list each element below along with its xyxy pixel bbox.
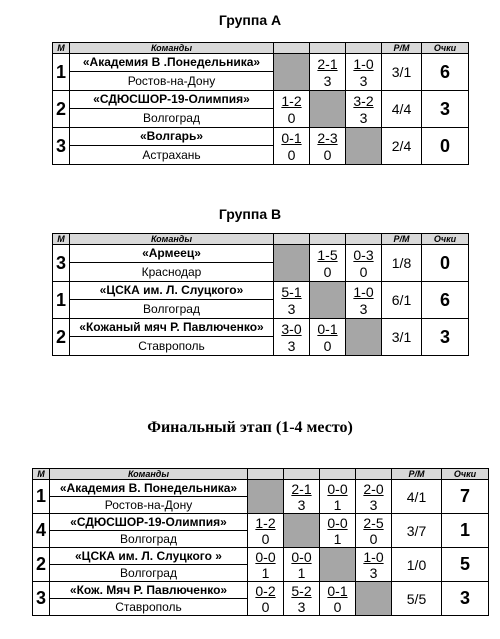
match-points: 0 [261, 530, 270, 547]
match-points: 1 [333, 496, 342, 513]
team-cell [70, 245, 274, 282]
self-match-cell [310, 282, 346, 319]
header-place: М [53, 43, 70, 54]
match-cell [310, 128, 346, 165]
match-points: 3 [287, 337, 296, 354]
header-place: М [53, 234, 70, 245]
header-match-col [310, 43, 346, 54]
team-row [53, 54, 469, 91]
group-b-title: Группа В [218, 206, 282, 222]
header-rm: Р/М [382, 43, 422, 54]
match-cell [248, 582, 284, 616]
header-match-col [356, 469, 392, 480]
self-match-cell [346, 319, 382, 356]
match-score: 5-1 [281, 283, 302, 300]
group-a-header-row [53, 43, 469, 54]
place-cell: 3 [53, 128, 70, 165]
match-cell [310, 54, 346, 91]
points-total: 5 [442, 548, 489, 582]
team-name: «Волгарь» [70, 128, 273, 146]
team-cell [50, 514, 248, 548]
match-score: 0-1 [317, 320, 338, 337]
points-total: 1 [442, 514, 489, 548]
place-cell: 4 [33, 514, 50, 548]
match-points: 0 [369, 530, 378, 547]
header-points: Очки [422, 234, 469, 245]
match-score: 1-2 [281, 92, 302, 109]
team-cell [70, 282, 274, 319]
team-cell [70, 128, 274, 165]
final-title: Финальный этап (1-4 место) [147, 419, 353, 436]
goal-ratio: 3/7 [392, 514, 442, 548]
place-cell: 2 [33, 548, 50, 582]
match-cell [356, 548, 392, 582]
team-name: «СДЮСШОР-19-Олимпия» [50, 514, 247, 531]
team-city: Ростов-на-Дону [127, 74, 216, 88]
header-match-col [274, 234, 310, 245]
match-score: 0-1 [281, 129, 302, 146]
place-cell: 2 [53, 319, 70, 356]
self-match-cell [248, 480, 284, 514]
match-points: 3 [369, 496, 378, 513]
team-city: Волгоград [120, 532, 177, 546]
match-points: 0 [359, 263, 368, 280]
self-match-cell [346, 128, 382, 165]
goal-ratio: 1/0 [392, 548, 442, 582]
team-row [53, 245, 469, 282]
match-cell [284, 480, 320, 514]
match-points: 3 [369, 564, 378, 581]
team-cell [70, 319, 274, 356]
match-cell [274, 128, 310, 165]
points-total: 3 [442, 582, 489, 616]
match-cell [346, 54, 382, 91]
match-score: 0-0 [327, 480, 348, 497]
team-row [33, 582, 489, 616]
match-cell [356, 514, 392, 548]
team-row [53, 282, 469, 319]
team-row [33, 480, 489, 514]
header-teams: Команды [50, 469, 248, 480]
team-name: «ЦСКА им. Л. Слуцкого » [50, 548, 247, 565]
match-score: 1-0 [353, 283, 374, 300]
team-row [53, 91, 469, 128]
header-points: Очки [422, 43, 469, 54]
team-row [53, 128, 469, 165]
match-score: 2-0 [363, 480, 384, 497]
team-city: Волгоград [143, 111, 200, 125]
team-cell [50, 548, 248, 582]
match-score: 0-3 [353, 246, 374, 263]
match-cell [346, 245, 382, 282]
match-points: 0 [323, 337, 332, 354]
place-cell: 2 [53, 91, 70, 128]
team-city: Астрахань [142, 148, 201, 162]
goal-ratio: 3/1 [382, 54, 422, 91]
match-points: 0 [261, 598, 270, 615]
place-cell: 3 [53, 245, 70, 282]
place-cell: 1 [53, 282, 70, 319]
goal-ratio: 5/5 [392, 582, 442, 616]
match-points: 3 [359, 72, 368, 89]
team-city: Волгоград [120, 566, 177, 580]
goal-ratio: 4/1 [392, 480, 442, 514]
points-total: 6 [422, 282, 469, 319]
header-match-col [274, 43, 310, 54]
team-name: «Армеец» [70, 245, 273, 263]
header-rm: Р/М [382, 234, 422, 245]
match-points: 3 [297, 496, 306, 513]
match-cell [274, 282, 310, 319]
match-points: 0 [287, 146, 296, 163]
header-match-col [346, 234, 382, 245]
header-match-col [346, 43, 382, 54]
points-total: 3 [422, 91, 469, 128]
match-cell [346, 91, 382, 128]
match-points: 3 [297, 598, 306, 615]
match-score: 1-0 [363, 548, 384, 565]
header-teams: Команды [70, 234, 274, 245]
points-total: 0 [422, 245, 469, 282]
match-score: 2-1 [317, 55, 338, 72]
group-b-header-row [53, 234, 469, 245]
match-points: 1 [261, 564, 270, 581]
goal-ratio: 2/4 [382, 128, 422, 165]
team-row [33, 514, 489, 548]
match-score: 5-2 [291, 582, 312, 599]
match-points: 0 [323, 146, 332, 163]
match-cell [320, 514, 356, 548]
goal-ratio: 3/1 [382, 319, 422, 356]
match-score: 0-2 [255, 582, 276, 599]
team-cell [70, 54, 274, 91]
team-city: Ставрополь [115, 600, 182, 614]
team-cell [70, 91, 274, 128]
team-name: «Кож. Мяч Р. Павлюченко» [50, 582, 247, 599]
match-cell [356, 480, 392, 514]
team-city: Волгоград [143, 302, 200, 316]
match-score: 1-0 [353, 55, 374, 72]
match-cell [346, 282, 382, 319]
match-cell [310, 319, 346, 356]
match-cell [248, 548, 284, 582]
group-a-title: Группа А [218, 12, 282, 28]
match-score: 2-5 [363, 514, 384, 531]
team-name: «Академия В. Понедельника» [50, 480, 247, 497]
points-total: 0 [422, 128, 469, 165]
match-cell [284, 548, 320, 582]
team-city: Ростов-на-Дону [104, 498, 193, 512]
team-name: «Кожаный мяч Р. Павлюченко» [70, 319, 273, 337]
self-match-cell [274, 54, 310, 91]
team-name: «СДЮСШОР-19-Олимпия» [70, 91, 273, 109]
match-score: 2-3 [317, 129, 338, 146]
final-table [32, 468, 489, 616]
match-cell [274, 91, 310, 128]
match-cell [284, 582, 320, 616]
match-score: 3-2 [353, 92, 374, 109]
match-points: 0 [333, 598, 342, 615]
header-place: М [33, 469, 50, 480]
match-cell [320, 480, 356, 514]
goal-ratio: 6/1 [382, 282, 422, 319]
points-total: 3 [422, 319, 469, 356]
self-match-cell [310, 91, 346, 128]
match-points: 0 [323, 263, 332, 280]
self-match-cell [356, 582, 392, 616]
match-cell [310, 245, 346, 282]
place-cell: 1 [53, 54, 70, 91]
match-score: 3-0 [281, 320, 302, 337]
group-b-table [52, 233, 469, 356]
team-row [53, 319, 469, 356]
goal-ratio: 1/8 [382, 245, 422, 282]
team-name: «Академия В .Понедельника» [70, 54, 273, 72]
match-points: 1 [297, 564, 306, 581]
points-total: 6 [422, 54, 469, 91]
match-points: 3 [359, 109, 368, 126]
team-row [33, 548, 489, 582]
self-match-cell [274, 245, 310, 282]
group-a-table [52, 42, 469, 165]
match-points: 1 [333, 530, 342, 547]
team-cell [50, 480, 248, 514]
self-match-cell [284, 514, 320, 548]
place-cell: 1 [33, 480, 50, 514]
match-score: 0-1 [327, 582, 348, 599]
match-score: 1-2 [255, 514, 276, 531]
place-cell: 3 [33, 582, 50, 616]
match-points: 0 [287, 109, 296, 126]
match-score: 0-0 [255, 548, 276, 565]
match-cell [320, 582, 356, 616]
header-match-col [320, 469, 356, 480]
team-city: Ставрополь [138, 339, 205, 353]
match-cell [248, 514, 284, 548]
goal-ratio: 4/4 [382, 91, 422, 128]
final-header-row [33, 469, 489, 480]
team-city: Краснодар [141, 265, 202, 279]
header-match-col [248, 469, 284, 480]
team-cell [50, 582, 248, 616]
header-match-col [284, 469, 320, 480]
match-cell [274, 319, 310, 356]
header-match-col [310, 234, 346, 245]
header-rm: Р/М [392, 469, 442, 480]
match-points: 3 [359, 300, 368, 317]
match-score: 0-0 [291, 548, 312, 565]
match-score: 2-1 [291, 480, 312, 497]
match-points: 3 [287, 300, 296, 317]
header-points: Очки [442, 469, 489, 480]
match-score: 1-5 [317, 246, 338, 263]
points-total: 7 [442, 480, 489, 514]
self-match-cell [320, 548, 356, 582]
team-name: «ЦСКА им. Л. Слуцкого» [70, 282, 273, 300]
match-points: 3 [323, 72, 332, 89]
match-score: 0-0 [327, 514, 348, 531]
header-teams: Команды [70, 43, 274, 54]
